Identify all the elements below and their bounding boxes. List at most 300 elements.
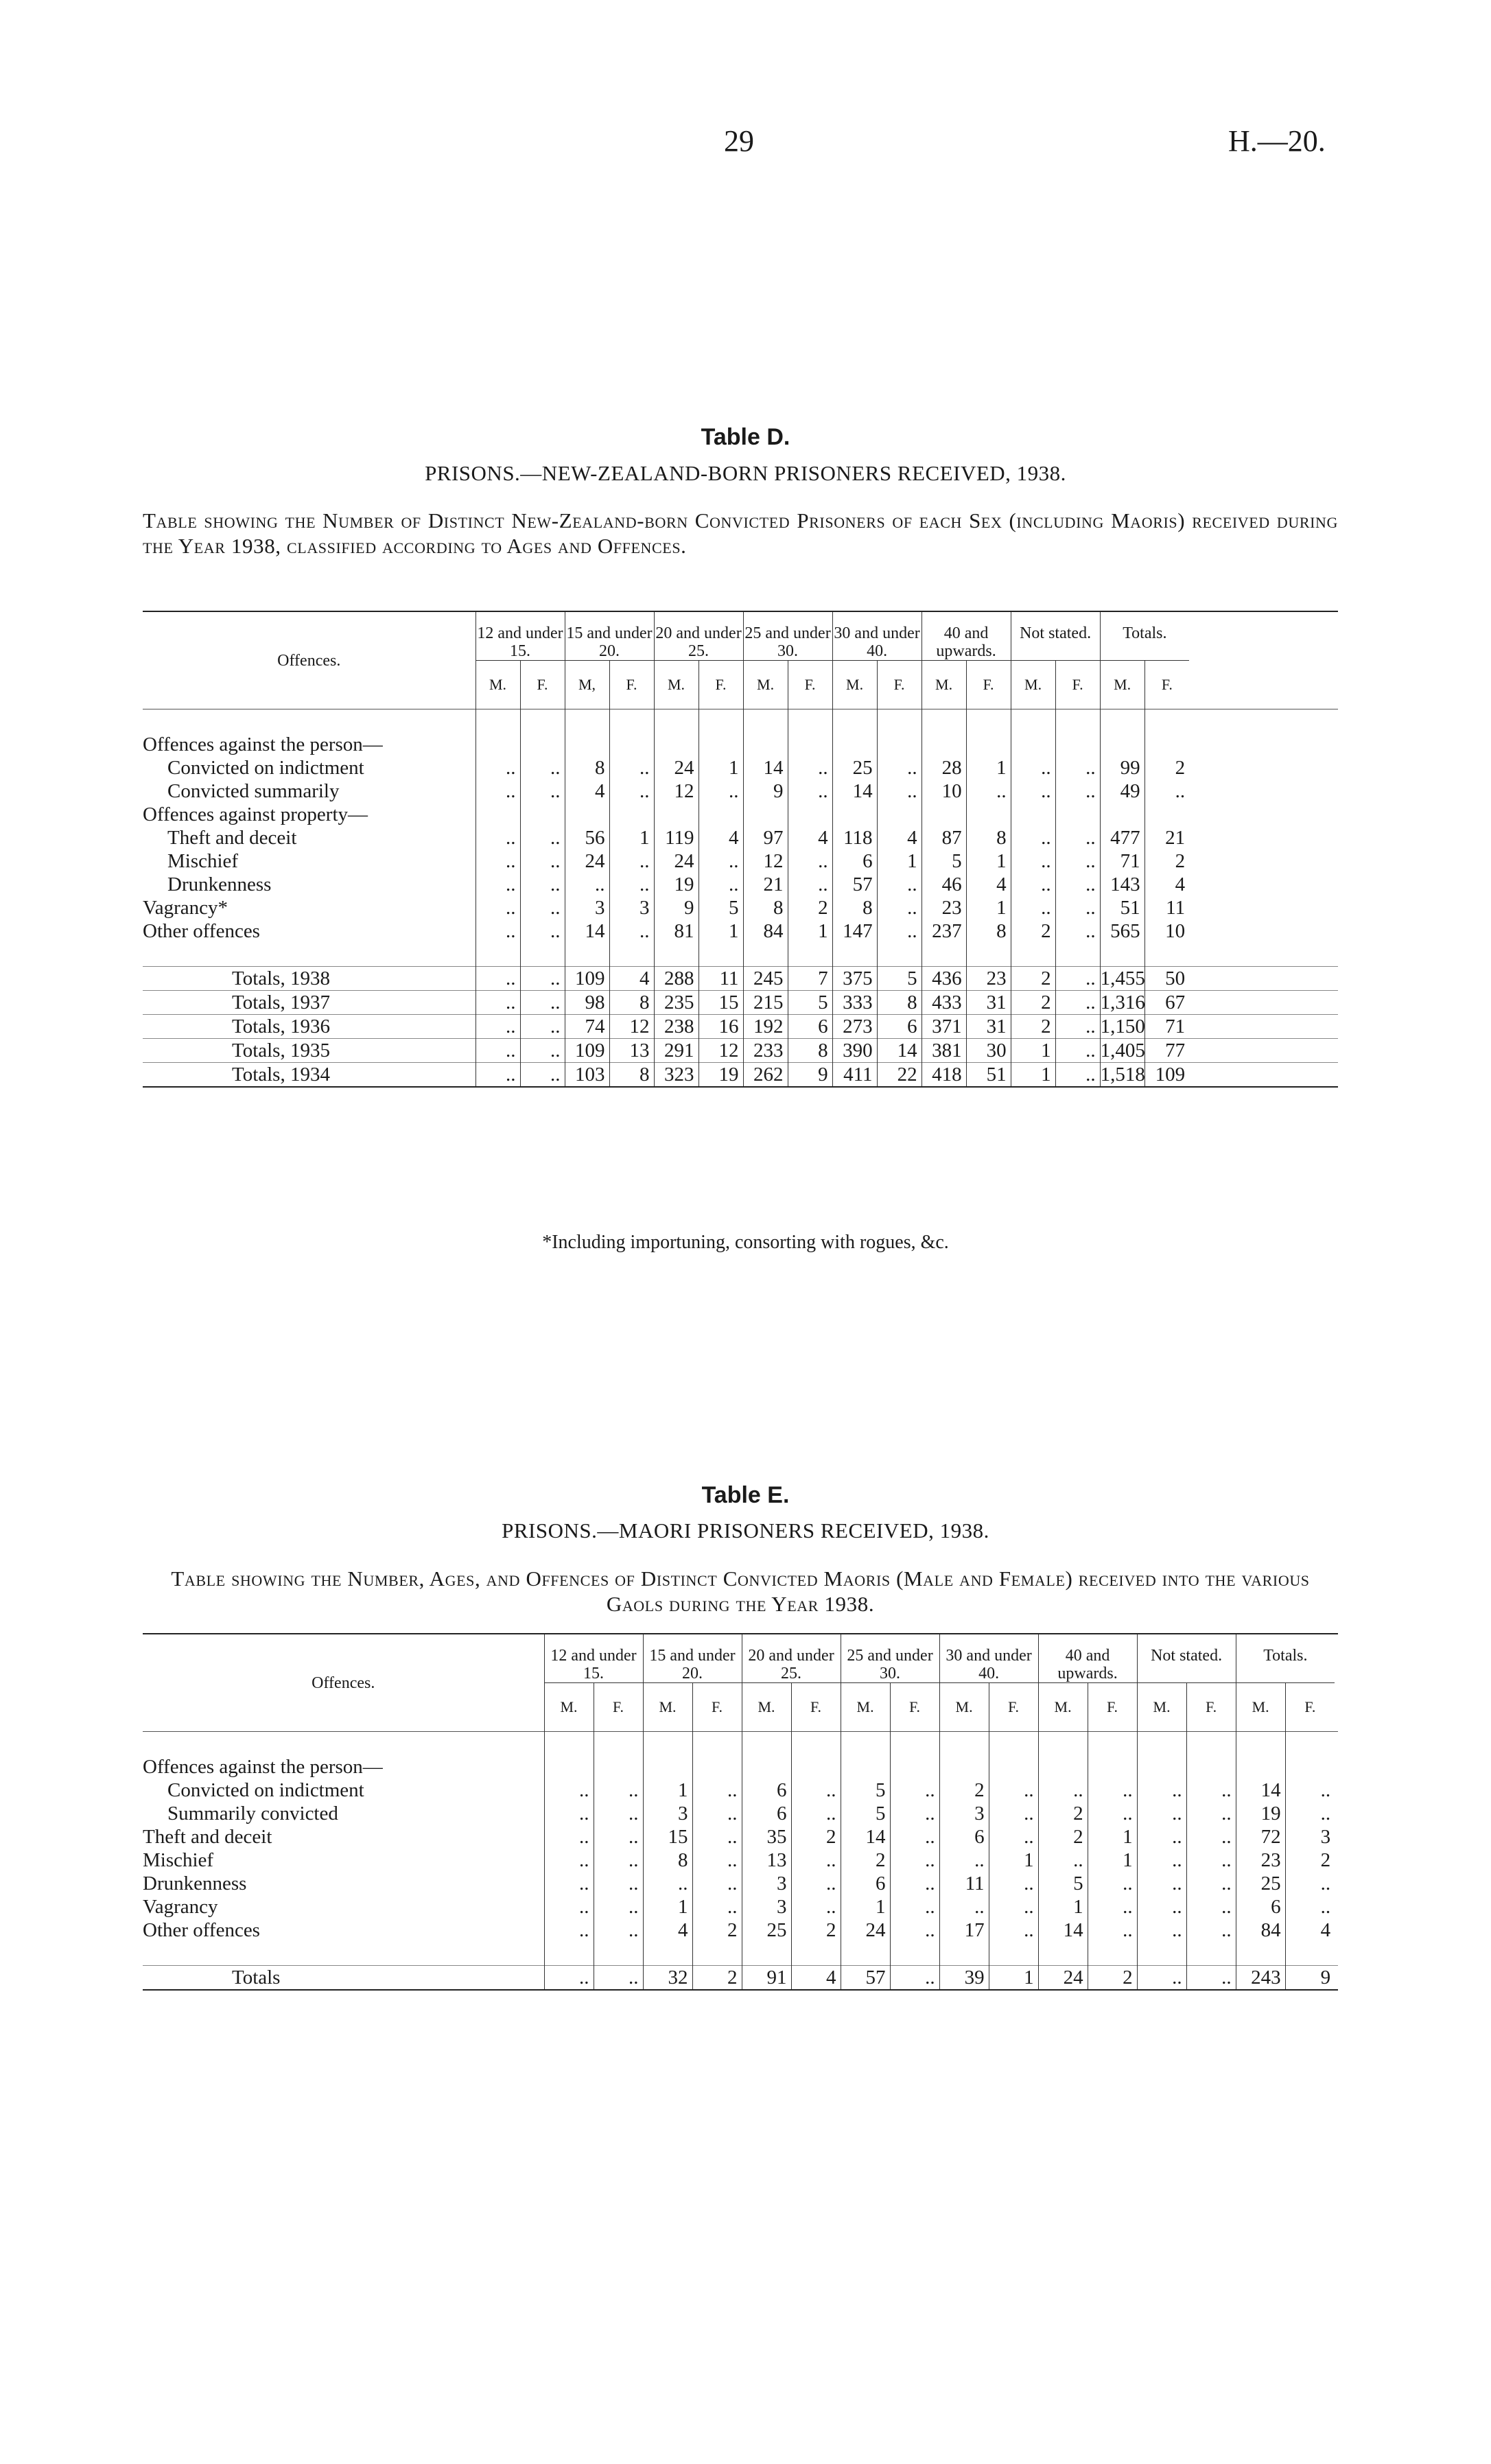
- table-cell: ..: [692, 1895, 742, 1919]
- table-cell: ..: [791, 1872, 841, 1895]
- table-cell: ..: [692, 1802, 742, 1825]
- table-cell: 288: [654, 967, 698, 991]
- sex-header: F.: [609, 661, 654, 709]
- table-row: [143, 919, 1338, 943]
- table-cell: ..: [1137, 1966, 1186, 1991]
- table-cell: 24: [565, 849, 609, 873]
- table-cell: 12: [654, 779, 698, 803]
- table-cell: 8: [743, 896, 788, 919]
- table-cell: ..: [791, 1895, 841, 1919]
- age-group-header: 15 and under 20.: [565, 611, 654, 661]
- table-cell: ..: [476, 919, 520, 943]
- table-cell: ..: [877, 756, 921, 779]
- table-cell: 1: [966, 849, 1011, 873]
- table-cell: 2: [1011, 1015, 1055, 1039]
- sex-header: F.: [1055, 661, 1100, 709]
- table-cell: ..: [1038, 1779, 1088, 1802]
- table-cell: 25: [742, 1919, 791, 1942]
- table-cell: [654, 733, 698, 756]
- table-cell: 371: [921, 1015, 966, 1039]
- table-cell: 17: [939, 1919, 989, 1942]
- row-label: Other offences: [143, 1919, 260, 1941]
- table-cell: [520, 733, 565, 756]
- table-row: [143, 756, 1338, 779]
- table-cell: ..: [1186, 1849, 1236, 1872]
- table-cell: ..: [594, 1779, 643, 1802]
- totals-row: [143, 1015, 1338, 1039]
- table-cell: ..: [698, 849, 743, 873]
- table-cell: [1285, 1755, 1335, 1779]
- table-cell: ..: [520, 1039, 565, 1063]
- table-cell: 19: [1236, 1802, 1285, 1825]
- table-row: [143, 873, 1338, 896]
- table-cell: ..: [544, 1895, 594, 1919]
- table-cell: 98: [565, 991, 609, 1015]
- table-row: [143, 803, 1338, 826]
- row-label: Drunkenness: [143, 1873, 247, 1894]
- table-cell: 6: [788, 1015, 832, 1039]
- table-cell: ..: [1055, 826, 1100, 849]
- table-cell: 1: [643, 1779, 692, 1802]
- table-cell: 35: [742, 1825, 791, 1849]
- table-cell: 15: [698, 991, 743, 1015]
- table-cell: 6: [742, 1779, 791, 1802]
- table-cell: ..: [877, 896, 921, 919]
- table-cell: 39: [939, 1966, 989, 1991]
- table-cell: 81: [654, 919, 698, 943]
- table-cell: 5: [1038, 1872, 1088, 1895]
- table-cell: 8: [643, 1849, 692, 1872]
- table-cell: [1100, 733, 1144, 756]
- table-d-description: Table showing the Number of Distinct New-Zealand-born Convicted Prisoners of each Sex (including Maoris) received during the Year 1938, classified according to Ages and Offences.: [143, 508, 1338, 558]
- table-cell: 57: [841, 1966, 890, 1991]
- table-cell: ..: [788, 873, 832, 896]
- table-cell: ..: [890, 1919, 939, 1942]
- table-cell: 118: [832, 826, 877, 849]
- table-cell: ..: [609, 873, 654, 896]
- table-cell: 1,518: [1100, 1064, 1145, 1086]
- table-cell: 262: [743, 1063, 788, 1088]
- age-group-header: 12 and under 15.: [476, 611, 565, 661]
- table-cell: ..: [1137, 1802, 1186, 1825]
- table-cell: ..: [1186, 1779, 1236, 1802]
- row-label: Theft and deceit: [143, 1826, 272, 1848]
- table-cell: 2: [1011, 919, 1055, 943]
- table-cell: [877, 733, 921, 756]
- table-cell: 4: [609, 967, 654, 991]
- table-cell: 57: [832, 873, 877, 896]
- table-row: [143, 1849, 1338, 1872]
- table-cell: 23: [1236, 1849, 1285, 1872]
- table-cell: ..: [791, 1779, 841, 1802]
- table-cell: ..: [692, 1825, 742, 1849]
- table-cell: 12: [609, 1015, 654, 1039]
- table-cell: 2: [791, 1919, 841, 1942]
- table-cell: 6: [832, 849, 877, 873]
- table-cell: ..: [594, 1966, 643, 1991]
- sex-header: F.: [989, 1683, 1038, 1732]
- table-row: [143, 779, 1338, 803]
- age-group-header: 12 and under 15.: [544, 1634, 643, 1683]
- table-cell: 4: [643, 1919, 692, 1942]
- table-cell: 4: [1285, 1919, 1335, 1942]
- table-cell: ..: [544, 1849, 594, 1872]
- table-cell: 31: [966, 1015, 1011, 1039]
- table-cell: ..: [520, 873, 565, 896]
- age-group-header: 30 and under 40.: [939, 1634, 1038, 1683]
- table-cell: ..: [1137, 1825, 1186, 1849]
- table-cell: ..: [544, 1802, 594, 1825]
- table-cell: ..: [609, 919, 654, 943]
- table-cell: 233: [743, 1039, 788, 1063]
- table-cell: 245: [743, 967, 788, 991]
- totals-row: [143, 967, 1338, 991]
- sex-header: F.: [692, 1683, 742, 1732]
- table-cell: 10: [921, 779, 966, 803]
- table-cell: 11: [698, 967, 743, 991]
- table-cell: 71: [1100, 849, 1144, 873]
- table-cell: 46: [921, 873, 966, 896]
- table-cell: [1236, 1755, 1285, 1779]
- totals-row: [143, 991, 1338, 1015]
- table-cell: 273: [832, 1015, 877, 1039]
- table-cell: ..: [1285, 1895, 1335, 1919]
- table-cell: 147: [832, 919, 877, 943]
- table-cell: ..: [788, 779, 832, 803]
- table-cell: 8: [832, 896, 877, 919]
- age-group-header: 20 and under 25.: [654, 611, 743, 661]
- table-cell: 67: [1144, 991, 1189, 1015]
- table-d-label: Table D.: [701, 424, 790, 450]
- sex-header: M.: [1100, 661, 1144, 709]
- table-e-description: Table showing the Number, Ages, and Offences of Distinct Convicted Maoris (Male and Female) received into the various Gaols during the Year 1938.: [171, 1567, 1310, 1616]
- table-cell: 8: [565, 756, 609, 779]
- table-cell: 1: [1011, 1039, 1055, 1063]
- table-cell: [877, 803, 921, 826]
- table-cell: [594, 1755, 643, 1779]
- table-cell: 16: [698, 1015, 743, 1039]
- table-cell: ..: [890, 1779, 939, 1802]
- table-cell: ..: [1186, 1966, 1236, 1991]
- table-cell: [692, 1755, 742, 1779]
- table-cell: 2: [788, 896, 832, 919]
- table-cell: 84: [743, 919, 788, 943]
- table-cell: 14: [1038, 1919, 1088, 1942]
- table-cell: ..: [544, 1825, 594, 1849]
- sex-header: F.: [877, 661, 921, 709]
- table-cell: 14: [743, 756, 788, 779]
- table-cell: 390: [832, 1039, 877, 1063]
- table-cell: ..: [544, 1872, 594, 1895]
- table-cell: [1144, 803, 1189, 826]
- table-row: [143, 1755, 1338, 1779]
- table-row: [143, 1895, 1338, 1919]
- table-cell: ..: [1055, 896, 1100, 919]
- table-cell: ..: [594, 1895, 643, 1919]
- table-cell: 565: [1100, 919, 1144, 943]
- table-cell: 14: [832, 779, 877, 803]
- row-label: Mischief: [167, 850, 239, 872]
- table-cell: [832, 733, 877, 756]
- page-number: 29: [724, 124, 754, 158]
- sex-header: F.: [1088, 1683, 1137, 1732]
- table-cell: 9: [788, 1063, 832, 1088]
- table-cell: ..: [698, 779, 743, 803]
- table-cell: 12: [698, 1039, 743, 1063]
- table-row: [143, 733, 1338, 756]
- table-cell: 192: [743, 1015, 788, 1039]
- table-cell: 14: [877, 1039, 921, 1063]
- table-cell: ..: [1186, 1825, 1236, 1849]
- table-cell: 215: [743, 991, 788, 1015]
- table-cell: ..: [890, 1895, 939, 1919]
- table-cell: 1: [989, 1849, 1038, 1872]
- sex-header: F.: [520, 661, 565, 709]
- table-row: [143, 826, 1338, 849]
- table-cell: ..: [1137, 1779, 1186, 1802]
- table-cell: ..: [698, 873, 743, 896]
- table-cell: ..: [877, 873, 921, 896]
- row-label: Convicted summarily: [167, 780, 340, 802]
- row-label: Offences against property—: [143, 803, 368, 825]
- sex-header: F.: [698, 661, 743, 709]
- table-cell: 8: [966, 919, 1011, 943]
- table-cell: ..: [476, 826, 520, 849]
- table-cell: ..: [989, 1825, 1038, 1849]
- table-cell: 1: [1088, 1825, 1137, 1849]
- table-e-subtitle: PRISONS.—MAORI PRISONERS RECEIVED, 1938.: [502, 1518, 989, 1542]
- table-cell: 1: [1038, 1895, 1088, 1919]
- table-cell: 5: [841, 1779, 890, 1802]
- table-cell: ..: [520, 967, 565, 991]
- table-cell: 1,150: [1100, 1016, 1145, 1037]
- table-cell: 10: [1144, 919, 1189, 943]
- sex-header: F.: [890, 1683, 939, 1732]
- sex-header: M.: [544, 1683, 594, 1732]
- table-cell: 8: [788, 1039, 832, 1063]
- sex-header: F.: [1186, 1683, 1236, 1732]
- table-cell: 143: [1100, 873, 1144, 896]
- table-cell: 32: [643, 1966, 692, 1991]
- table-cell: ..: [890, 1872, 939, 1895]
- sex-header: F.: [791, 1683, 841, 1732]
- table-cell: 56: [565, 826, 609, 849]
- table-cell: 51: [1100, 896, 1144, 919]
- table-cell: 13: [609, 1039, 654, 1063]
- table-cell: 1: [788, 919, 832, 943]
- age-group-header: 25 and under 30.: [841, 1634, 939, 1683]
- table-cell: ..: [520, 896, 565, 919]
- table-cell: [643, 1755, 692, 1779]
- row-label: Offences against the person—: [143, 734, 383, 755]
- table-cell: [1088, 1755, 1137, 1779]
- table-cell: 14: [565, 919, 609, 943]
- table-cell: ..: [594, 1802, 643, 1825]
- table-cell: 5: [877, 967, 921, 991]
- table-cell: ..: [544, 1919, 594, 1942]
- table-cell: 2: [692, 1966, 742, 1991]
- table-cell: ..: [1011, 896, 1055, 919]
- table-cell: ..: [1088, 1872, 1137, 1895]
- table-cell: 74: [565, 1015, 609, 1039]
- table-cell: 4: [698, 826, 743, 849]
- table-cell: ..: [520, 849, 565, 873]
- table-cell: [698, 733, 743, 756]
- age-group-header: 30 and under 40.: [832, 611, 921, 661]
- table-cell: ..: [1285, 1872, 1335, 1895]
- table-cell: 4: [788, 826, 832, 849]
- table-cell: 3: [939, 1802, 989, 1825]
- table-cell: 23: [921, 896, 966, 919]
- table-cell: ..: [788, 756, 832, 779]
- table-cell: 4: [1144, 873, 1189, 896]
- table-cell: 109: [565, 1039, 609, 1063]
- table-cell: ..: [890, 1802, 939, 1825]
- table-cell: ..: [1088, 1895, 1137, 1919]
- table-cell: 2: [1144, 756, 1189, 779]
- sex-header: M.: [643, 1683, 692, 1732]
- table-cell: ..: [609, 849, 654, 873]
- table-cell: ..: [476, 849, 520, 873]
- table-cell: ..: [989, 1872, 1038, 1895]
- table-cell: 77: [1144, 1039, 1189, 1063]
- table-cell: 2: [791, 1825, 841, 1849]
- table-cell: [989, 1755, 1038, 1779]
- table-cell: ..: [1055, 756, 1100, 779]
- table-cell: [565, 803, 609, 826]
- table-cell: [788, 803, 832, 826]
- table-cell: ..: [989, 1919, 1038, 1942]
- table-cell: [476, 803, 520, 826]
- table-cell: 28: [921, 756, 966, 779]
- table-cell: [1137, 1755, 1186, 1779]
- totals-label: Totals: [143, 1966, 544, 1991]
- sex-header: M.: [742, 1683, 791, 1732]
- table-cell: ..: [520, 756, 565, 779]
- table-cell: 11: [1144, 896, 1189, 919]
- table-cell: ..: [1055, 967, 1100, 991]
- table-cell: 5: [698, 896, 743, 919]
- table-cell: ..: [692, 1872, 742, 1895]
- table-cell: 87: [921, 826, 966, 849]
- table-cell: ..: [1055, 1063, 1100, 1088]
- table-cell: ..: [989, 1895, 1038, 1919]
- table-cell: ..: [609, 779, 654, 803]
- table-cell: 1: [609, 826, 654, 849]
- table-cell: ..: [565, 873, 609, 896]
- table-cell: 3: [609, 896, 654, 919]
- table-cell: ..: [594, 1872, 643, 1895]
- table-cell: ..: [966, 779, 1011, 803]
- table-cell: 8: [966, 826, 1011, 849]
- totals-label: Totals, 1938: [143, 967, 476, 991]
- table-cell: ..: [520, 919, 565, 943]
- table-cell: 3: [1285, 1825, 1335, 1849]
- table-cell: 12: [743, 849, 788, 873]
- table-cell: ..: [1137, 1872, 1186, 1895]
- table-cell: 1,316: [1100, 992, 1145, 1013]
- table-cell: ..: [1055, 849, 1100, 873]
- sex-header: F.: [966, 661, 1011, 709]
- sex-header: M.: [1236, 1683, 1285, 1732]
- table-cell: 3: [742, 1872, 791, 1895]
- table-cell: [791, 1755, 841, 1779]
- table-cell: 84: [1236, 1919, 1285, 1942]
- table-cell: ..: [1055, 1015, 1100, 1039]
- table-cell: 1: [1088, 1849, 1137, 1872]
- age-group-header: 15 and under 20.: [643, 1634, 742, 1683]
- table-cell: 2: [939, 1779, 989, 1802]
- table-cell: 3: [643, 1802, 692, 1825]
- sex-header: F.: [788, 661, 832, 709]
- table-cell: ..: [1055, 779, 1100, 803]
- table-cell: 5: [788, 991, 832, 1015]
- table-cell: 8: [609, 991, 654, 1015]
- table-cell: 433: [921, 991, 966, 1015]
- table-row: [143, 1802, 1338, 1825]
- table-e-label: Table E.: [701, 1482, 790, 1508]
- table-cell: ..: [520, 991, 565, 1015]
- table-cell: ..: [520, 1063, 565, 1088]
- table-cell: 323: [654, 1063, 698, 1088]
- table-cell: 2: [692, 1919, 742, 1942]
- sex-header: M,: [565, 661, 609, 709]
- table-cell: ..: [1137, 1895, 1186, 1919]
- table-cell: ..: [609, 756, 654, 779]
- table-cell: ..: [1088, 1919, 1137, 1942]
- table-cell: 5: [921, 849, 966, 873]
- table-cell: 1: [877, 849, 921, 873]
- table-row: [143, 1825, 1338, 1849]
- table-row: [143, 1872, 1338, 1895]
- sex-header: F.: [1285, 1683, 1335, 1732]
- table-cell: ..: [1186, 1802, 1236, 1825]
- table-cell: ..: [890, 1825, 939, 1849]
- table-cell: 6: [1236, 1895, 1285, 1919]
- totals-row: [143, 1063, 1338, 1088]
- table-cell: 19: [698, 1063, 743, 1088]
- sex-header: M.: [1038, 1683, 1088, 1732]
- table-cell: 375: [832, 967, 877, 991]
- table-cell: ..: [989, 1802, 1038, 1825]
- table-cell: ..: [939, 1849, 989, 1872]
- row-label: Summarily convicted: [167, 1803, 338, 1824]
- table-cell: [654, 803, 698, 826]
- row-label: Vagrancy*: [143, 897, 228, 919]
- table-cell: [743, 733, 788, 756]
- table-cell: 23: [966, 967, 1011, 991]
- sex-header: F.: [594, 1683, 643, 1732]
- table-cell: 97: [743, 826, 788, 849]
- table-cell: 381: [921, 1039, 966, 1063]
- table-cell: ..: [476, 756, 520, 779]
- table-cell: 1: [966, 896, 1011, 919]
- table-cell: ..: [791, 1849, 841, 1872]
- table-cell: 1: [841, 1895, 890, 1919]
- table-e: [143, 1633, 1338, 1991]
- sex-header: M.: [476, 661, 520, 709]
- age-group-header: Not stated.: [1011, 611, 1100, 661]
- table-cell: [520, 803, 565, 826]
- table-cell: ..: [643, 1872, 692, 1895]
- row-label: Convicted on indictment: [167, 757, 364, 779]
- table-cell: [609, 803, 654, 826]
- table-cell: 2: [1038, 1825, 1088, 1849]
- totals-label: Totals, 1934: [143, 1063, 476, 1088]
- row-label: Drunkenness: [167, 873, 272, 895]
- table-cell: [966, 733, 1011, 756]
- sex-header: M.: [743, 661, 788, 709]
